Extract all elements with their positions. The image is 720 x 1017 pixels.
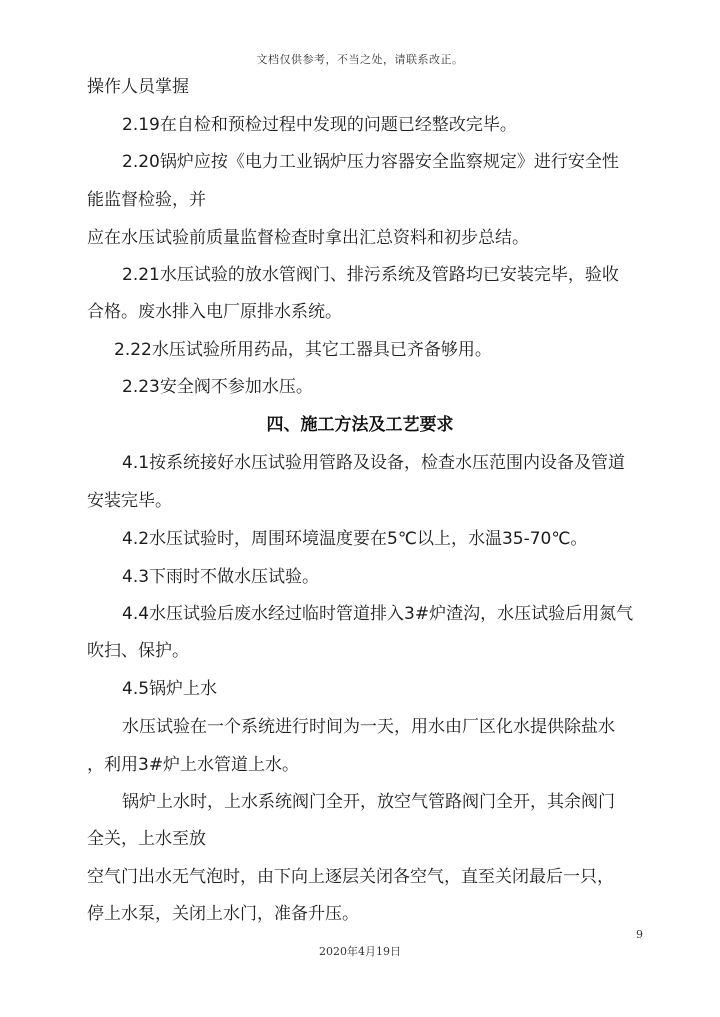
text-line-3: 2.20锅炉应按《电力工业锅炉压力容器安全监察规定》进行安全性 [122, 152, 619, 172]
text-line-16: 4.5锅炉上水 [122, 679, 218, 699]
text-line-1: 操作人员掌握 [87, 77, 189, 97]
text-line-20: 全关，上水至放 [87, 829, 206, 849]
text-line-17: 水压试验在一个系统进行时间为一天，用水由厂区化水提供除盐水 [122, 717, 615, 737]
text-line-22: 停上水泵，关闭上水门，准备升压。 [87, 904, 359, 924]
text-line-7: 合格。废水排入电厂原排水系统。 [87, 302, 342, 322]
text-line-14: 4.4水压试验后废水经过临时管道排入3#炉渣沟，水压试验后用氮气 [122, 604, 634, 624]
text-line-2: 2.19在自检和预检过程中发现的问题已经整改完毕。 [122, 115, 517, 135]
page-number: 9 [636, 928, 643, 941]
header-note: 文档仅供参考，不当之处，请联系改正。 [256, 53, 464, 66]
text-line-15: 吹扫、保护。 [87, 641, 189, 661]
text-line-5: 应在水压试验前质量监督检查时拿出汇总资料和初步总结。 [87, 228, 529, 248]
text-line-10: 4.1按系统接好水压试验用管路及设备，检查水压范围内设备及管道 [122, 453, 626, 473]
text-line-6: 2.21水压试验的放水管阀门、排污系统及管路均已安装完毕，验收 [122, 265, 619, 285]
text-line-8: 2.22水压试验所用药品，其它工器具已齐备够用。 [114, 340, 492, 360]
text-line-12: 4.2水压试验时，周围环境温度要在5℃以上，水温35-70℃。 [122, 529, 588, 549]
text-line-11: 安装完毕。 [87, 491, 172, 511]
text-line-21: 空气门出水无气泡时，由下向上逐层关闭各空气，直至关闭最后一只， [87, 867, 614, 887]
text-line-4: 能监督检验，并 [87, 190, 206, 210]
text-line-13: 4.3下雨时不做水压试验。 [122, 567, 320, 587]
text-line-19: 锅炉上水时，上水系统阀门全开，放空气管路阀门全开，其余阀门 [122, 792, 615, 812]
text-line-18: ，利用3#炉上水管道上水。 [87, 755, 300, 775]
footer-date: 2020年4月19日 [319, 945, 401, 958]
text-line-9: 2.23安全阀不参加水压。 [122, 377, 313, 397]
section-heading: 四、施工方法及工艺要求 [266, 415, 454, 435]
